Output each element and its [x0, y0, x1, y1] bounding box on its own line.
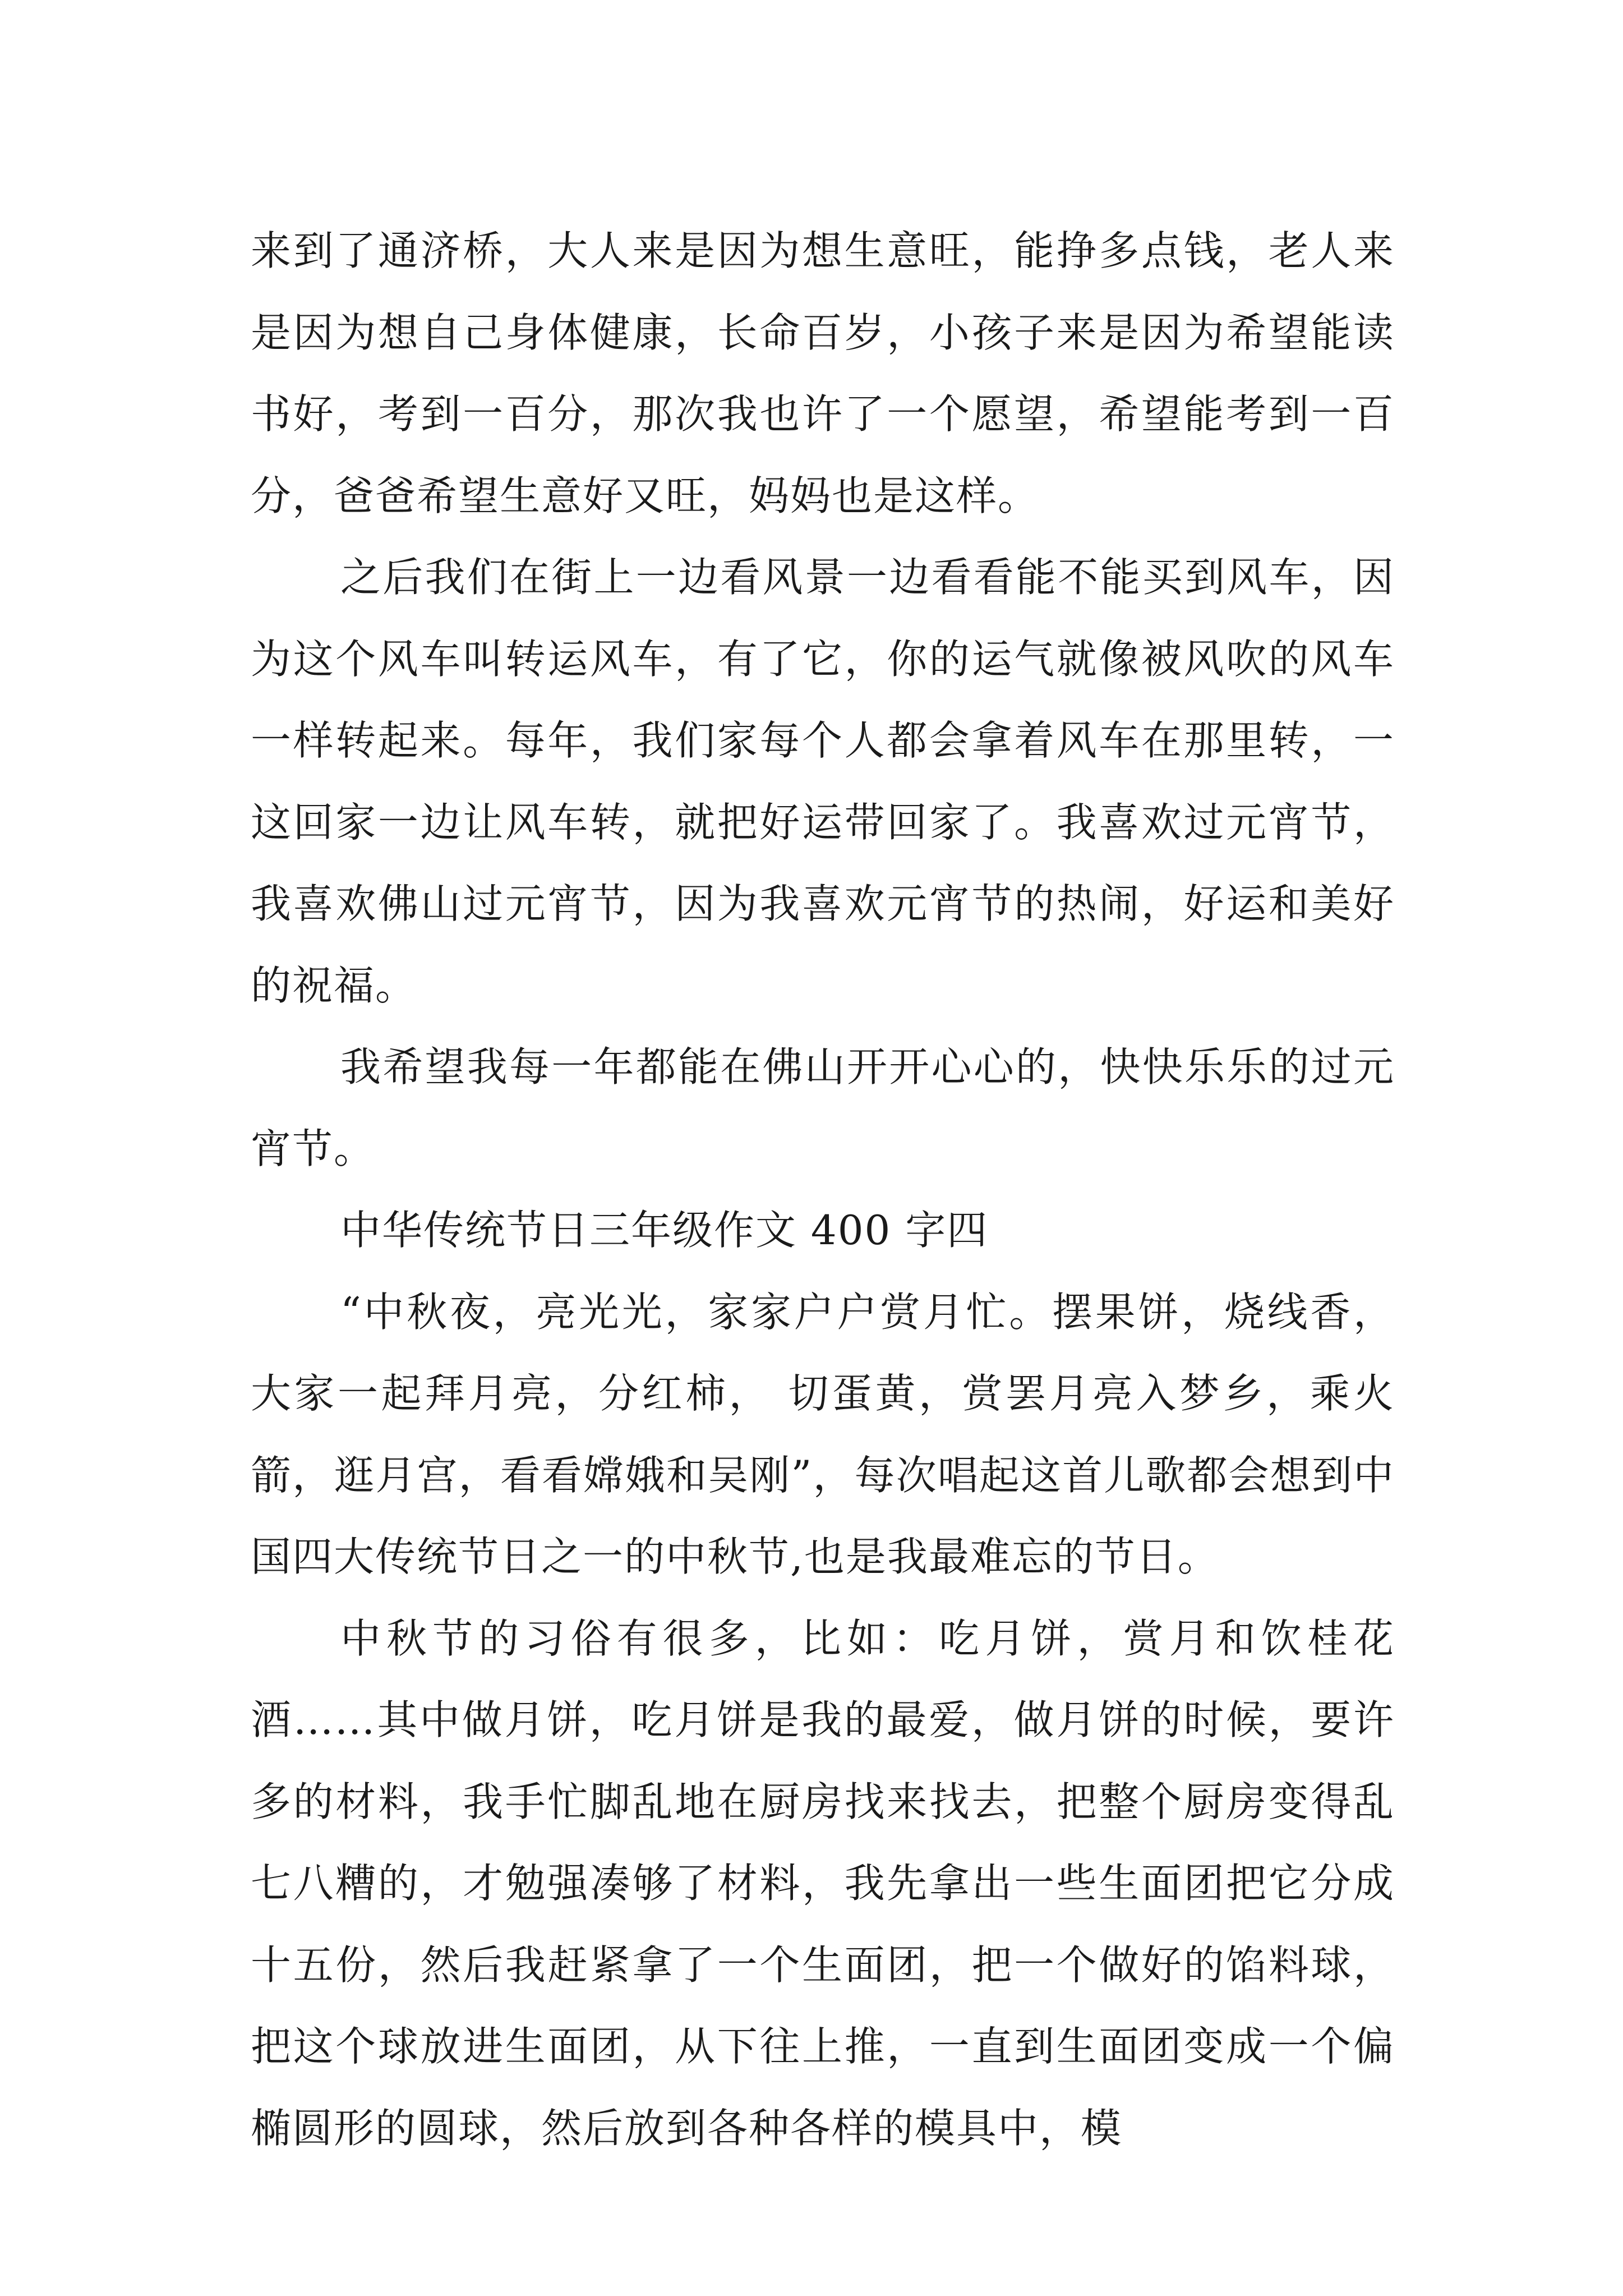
- paragraph: 中秋节的习俗有很多，比如：吃月饼，赏月和饮桂花酒……其中做月饼，吃月饼是我的最爱，做月饼的时候，要许多的材料，我手忙脚乱地在厨房找来找去，把整个厨房变得乱七八糟的，才勉强凑够了材料，我先拿出一些生面团把它分成十五份，然后我赶紧拿了一个生面团，把一个做好的馅料球，把这个球放进生面团，从下往上推，一直到生面团变成一个偏椭圆形的圆球，然后放到各种各样的模具中，模: [251, 1614, 1395, 2152]
- paragraph: “中秋夜，亮光光，家家户户赏月忙。摆果饼，烧线香，大家一起拜月亮，分红柿， 切蛋黄，赏罢月亮入梦乡，乘火箭，逛月宫，看看嫦娥和吴刚”，每次唱起这首儿歌都会想到中国四大传统节日之一的中秋节,也是我最难忘的节日。: [251, 1288, 1395, 1580]
- document-body: [251, 210, 1395, 2169]
- section-heading: 中华传统节日三年级作文 400 字四: [340, 1207, 989, 1254]
- paragraph: 我希望我每一年都能在佛山开开心心的，快快乐乐的过元宵节。: [251, 1043, 1395, 1172]
- paragraph: 来到了通济桥，大人来是因为想生意旺，能挣多点钱，老人来是因为想自己身体健康，长命百岁，小孩子来是因为希望能读书好，考到一百分，那次我也许了一个愿望，希望能考到一百分，爸爸希望生意好又旺，妈妈也是这样。: [251, 227, 1395, 519]
- paragraph: 之后我们在街上一边看风景一边看看能不能买到风车，因为这个风车叫转运风车，有了它，你的运气就像被风吹的风车一样转起来。每年，我们家每个人都会拿着风车在那里转，一这回家一边让风车转，就把好运带回家了。我喜欢过元宵节，我喜欢佛山过元宵节，因为我喜欢元宵节的热闹，好运和美好的祝福。: [251, 554, 1395, 1009]
